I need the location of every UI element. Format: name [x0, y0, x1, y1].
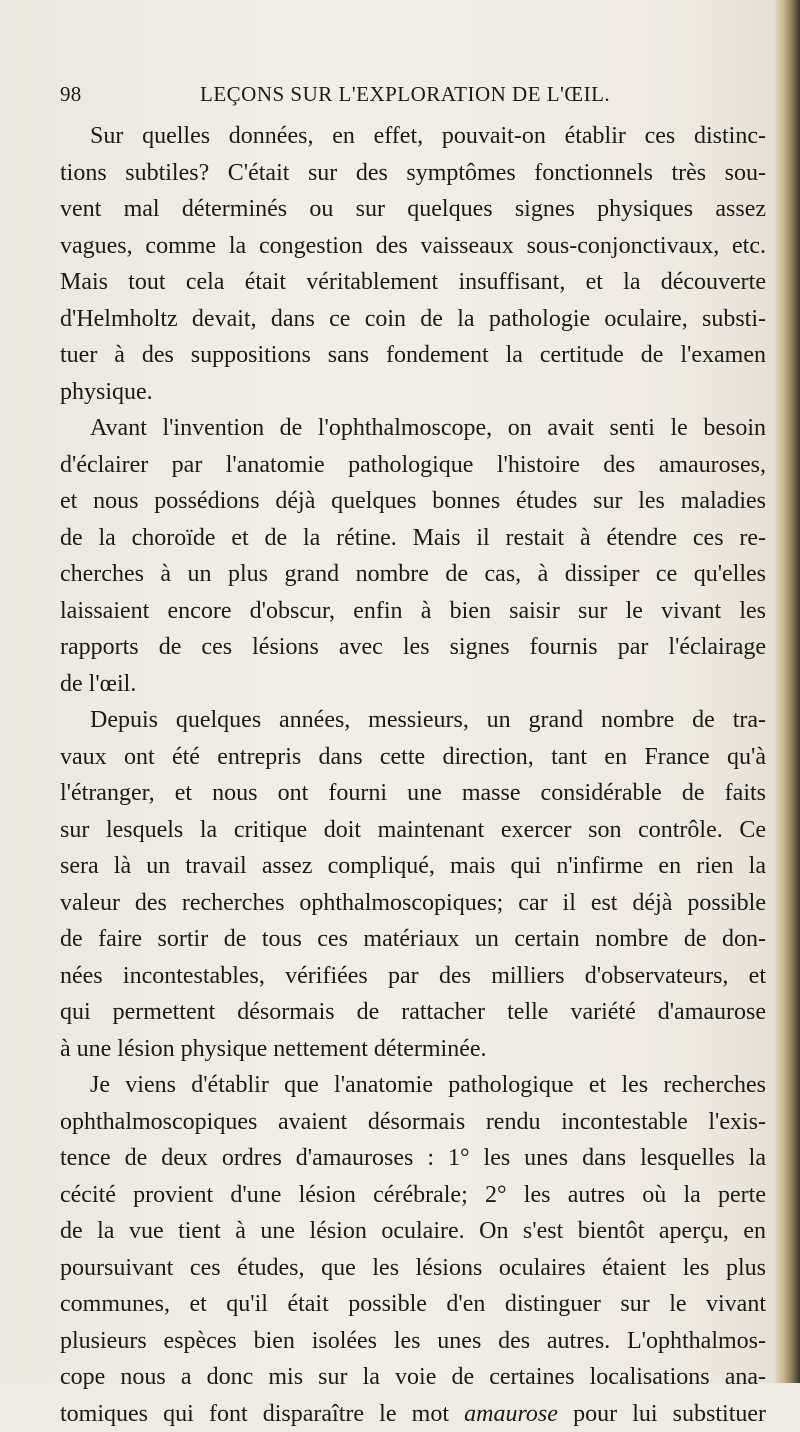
- text-line: tions subtiles? C'était sur des symptômes fonctionnels très sou-: [60, 155, 766, 192]
- text-line: l'étranger, et nous ont fourni une masse considérable de faits: [60, 775, 766, 812]
- text-line-final: [60, 1396, 766, 1432]
- text-line: qui permettent désormais de rattacher telle variété d'amaurose: [60, 994, 766, 1031]
- page-binding-edge: [774, 0, 800, 1383]
- text-line: ophthalmoscopiques avaient désormais rendu incontestable l'exis-: [60, 1104, 766, 1141]
- text-line: nées incontestables, vérifiées par des milliers d'observateurs, et: [60, 958, 766, 995]
- page-number: 98: [60, 82, 81, 107]
- text-line: Avant l'invention de l'ophthalmoscope, on avait senti le besoin: [60, 410, 766, 447]
- text-line: Sur quelles données, en effet, pouvait-on établir ces distinc-: [60, 118, 766, 155]
- text-line: tence de deux ordres d'amauroses : 1° les unes dans lesquelles la: [60, 1140, 766, 1177]
- text-line: à une lésion physique nettement déterminée.: [60, 1031, 766, 1068]
- body-text: [60, 118, 766, 1432]
- text-line: plusieurs espèces bien isolées les unes des autres. L'ophthalmos-: [60, 1323, 766, 1360]
- text-line: poursuivant ces études, que les lésions oculaires étaient les plus: [60, 1250, 766, 1287]
- text-line: d'éclairer par l'anatomie pathologique l'histoire des amauroses,: [60, 447, 766, 484]
- text-line: cope nous a donc mis sur la voie de certaines localisations ana-: [60, 1359, 766, 1396]
- text-line: sur lesquels la critique doit maintenant exercer son contrôle. Ce: [60, 812, 766, 849]
- text-line: physique.: [60, 374, 766, 411]
- text-line: vent mal déterminés ou sur quelques signes physiques assez: [60, 191, 766, 228]
- text-line: Depuis quelques années, messieurs, un grand nombre de tra-: [60, 702, 766, 739]
- emphasized-word: amaurose: [464, 1401, 558, 1427]
- text-line: de faire sortir de tous ces matériaux un certain nombre de don-: [60, 921, 766, 958]
- text-line: de l'œil.: [60, 666, 766, 703]
- text-line: vagues, comme la congestion des vaisseaux sous-conjonctivaux, etc.: [60, 228, 766, 265]
- text-line: tuer à des suppositions sans fondement la certitude de l'examen: [60, 337, 766, 374]
- text-line: d'Helmholtz devait, dans ce coin de la pathologie oculaire, substi-: [60, 301, 766, 338]
- running-title: LEÇONS SUR L'EXPLORATION DE L'ŒIL.: [200, 82, 610, 107]
- text-line: et nous possédions déjà quelques bonnes études sur les maladies: [60, 483, 766, 520]
- text-line: de la vue tient à une lésion oculaire. On s'est bientôt aperçu, en: [60, 1213, 766, 1250]
- running-head: [60, 82, 740, 112]
- text-line: valeur des recherches ophthalmoscopiques; car il est déjà possible: [60, 885, 766, 922]
- text-line: vaux ont été entrepris dans cette direction, tant en France qu'à: [60, 739, 766, 776]
- final-line-before: tomiques qui font disparaître le mot: [60, 1401, 464, 1427]
- text-line: cécité provient d'une lésion cérébrale; 2° les autres où la perte: [60, 1177, 766, 1214]
- text-line: Mais tout cela était véritablement insuffisant, et la découverte: [60, 264, 766, 301]
- text-line: de la choroïde et de la rétine. Mais il restait à étendre ces re-: [60, 520, 766, 557]
- text-line: Je viens d'établir que l'anatomie pathologique et les recherches: [60, 1067, 766, 1104]
- text-line: sera là un travail assez compliqué, mais qui n'infirme en rien la: [60, 848, 766, 885]
- final-line-after: pour lui substituer: [558, 1401, 766, 1427]
- text-line: rapports de ces lésions avec les signes fournis par l'éclairage: [60, 629, 766, 666]
- text-line: cherches à un plus grand nombre de cas, à dissiper ce qu'elles: [60, 556, 766, 593]
- text-line: laissaient encore d'obscur, enfin à bien saisir sur le vivant les: [60, 593, 766, 630]
- text-line: communes, et qu'il était possible d'en distinguer sur le vivant: [60, 1286, 766, 1323]
